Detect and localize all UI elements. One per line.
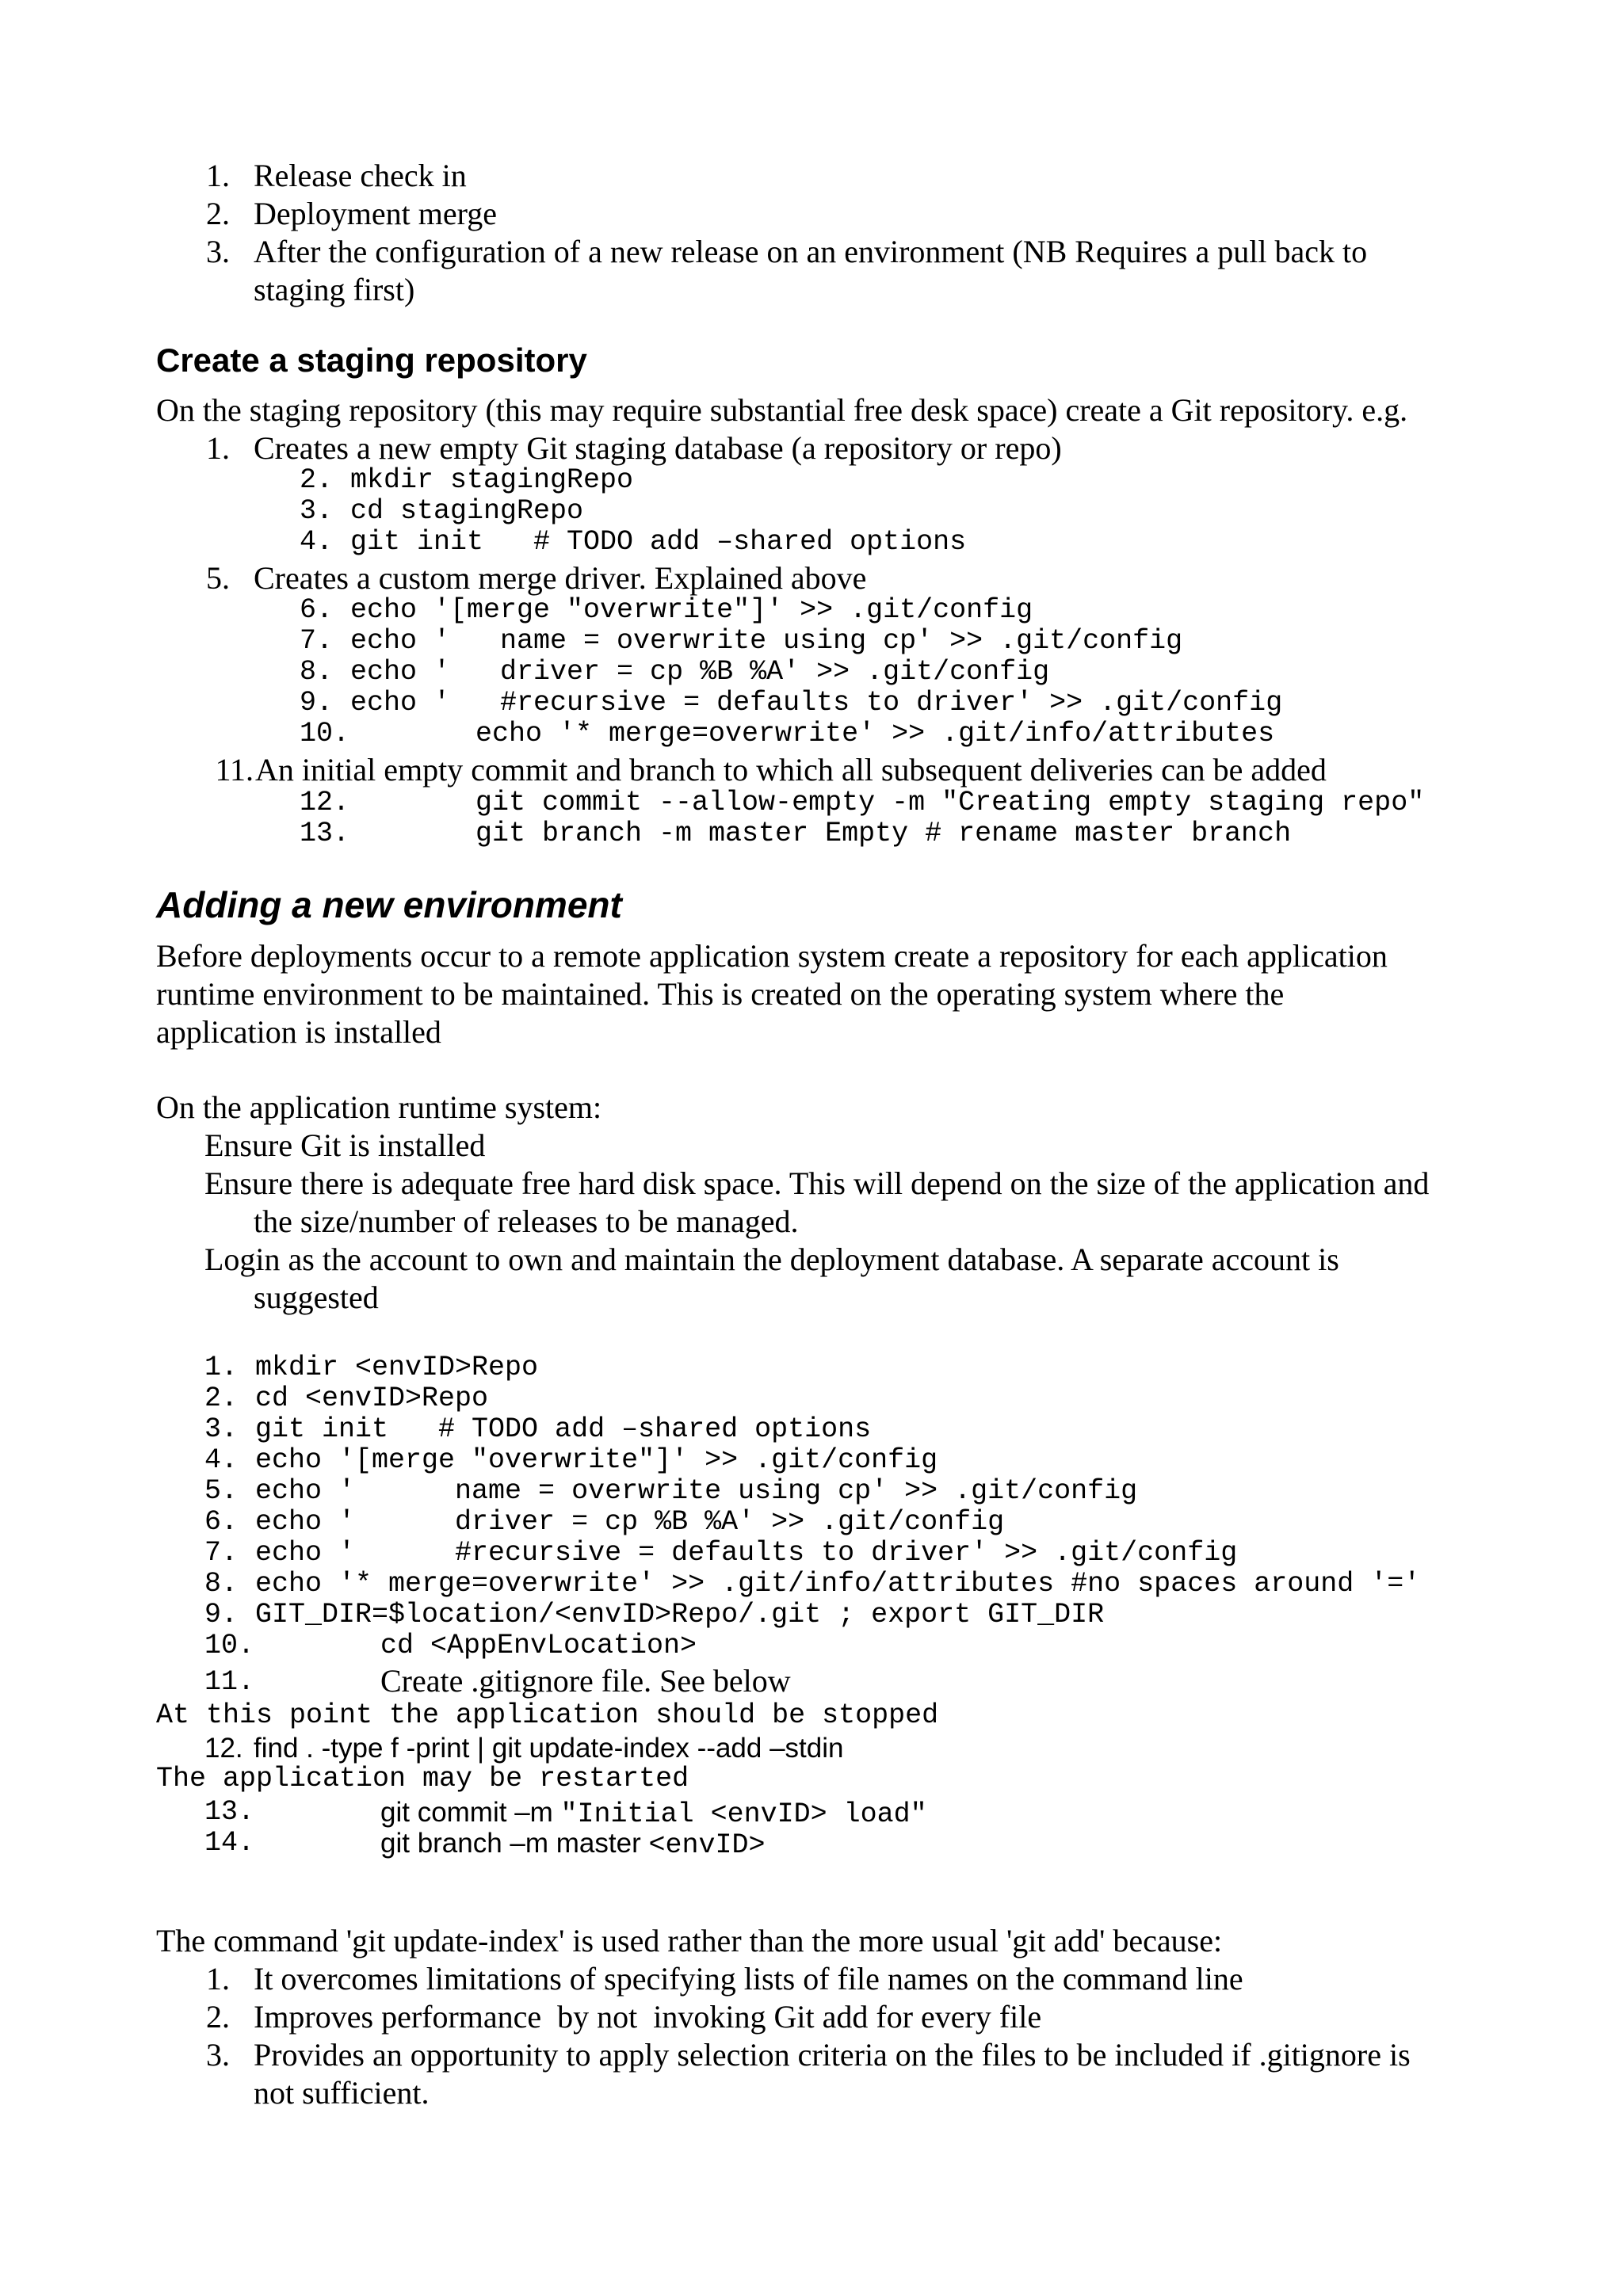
code-line-number: 9. [204, 1599, 238, 1630]
list-item: Ensure Git is installed [204, 1127, 486, 1163]
list-item: Creates a custom merge driver. Explained above [254, 560, 867, 596]
code-line: echo ' #recursive = defaults to driver' >> .git/config [350, 687, 1283, 719]
code-line-number: 7. [204, 1537, 238, 1569]
paragraph: On the application runtime system: [156, 1089, 602, 1125]
code-line: git init # TODO add –shared options [350, 526, 967, 558]
code-line: git branch -m master Empty # rename master branch [475, 818, 1292, 849]
code-line-number: 12. [204, 1733, 243, 1764]
code-line: echo '[merge "overwrite"]' >> .git/config [350, 594, 1033, 626]
paragraph: On the staging repository (this may require substantial free desk space) create a Git repository. e.g. [156, 392, 1408, 428]
code-line-number: 13. [204, 1796, 255, 1828]
list-item: Deployment merge [254, 196, 497, 231]
code-line: mkdir <envID>Repo [255, 1352, 539, 1383]
code-line-number: 4. [299, 526, 333, 558]
code-line-number: 1. [204, 1352, 238, 1383]
code-line-number: 11. [204, 1666, 255, 1698]
code-line: echo ' driver = cp %B %A' >> .git/config [350, 656, 1050, 688]
code-line-number: 4. [204, 1444, 238, 1476]
list-number: 1. [206, 430, 230, 466]
code-line: echo ' name = overwrite using cp' >> .git/config [350, 625, 1183, 657]
code-line-number: 10. [300, 718, 350, 749]
code-text: git commit –m [380, 1797, 561, 1828]
list-item: Provides an opportunity to apply selection criteria on the files to be included if .gitignore is [254, 2037, 1411, 2073]
code-line-number: 6. [299, 594, 333, 626]
code-line [380, 1797, 927, 1830]
code-text: "Initial <envID> load" [560, 1798, 927, 1830]
code-line-number: 9. [299, 687, 333, 719]
code-line: cd <AppEnvLocation> [380, 1630, 697, 1661]
list-item-continuation: not sufficient. [254, 2075, 430, 2111]
code-line-number: 8. [204, 1568, 238, 1600]
code-line: echo ' #recursive = defaults to driver' >> .git/config [255, 1537, 1238, 1569]
code-line: cd stagingRepo [350, 495, 584, 527]
list-number: 5. [206, 560, 230, 596]
list-item: After the configuration of a new release on an environment (NB Requires a pull back to [254, 234, 1368, 269]
list-item: It overcomes limitations of specifying lists of file names on the command line [254, 1961, 1243, 1997]
code-line: echo ' driver = cp %B %A' >> .git/config [255, 1506, 1005, 1538]
list-item: Improves performance by not invoking Git add for every file [254, 1999, 1042, 2035]
code-line: mkdir stagingRepo [350, 464, 634, 496]
code-text: git branch –m master [380, 1828, 649, 1859]
code-line: echo '* merge=overwrite' >> .git/info/attributes [475, 718, 1275, 749]
list-number: 2. [206, 196, 230, 231]
list-item: Login as the account to own and maintain the deployment database. A separate account is [204, 1241, 1339, 1277]
code-line: cd <envID>Repo [255, 1383, 489, 1414]
code-line: git commit --allow-empty -m "Creating empty staging repo" [475, 787, 1425, 818]
code-line [380, 1828, 766, 1861]
code-line-number: 14. [204, 1827, 255, 1859]
code-line: echo ' name = overwrite using cp' >> .git/config [255, 1475, 1138, 1507]
code-line-number: 10. [204, 1630, 255, 1661]
code-line-number: 2. [204, 1383, 238, 1414]
list-item-continuation: suggested [254, 1280, 379, 1315]
section-heading: Create a staging repository [156, 341, 587, 379]
list-number: 3. [206, 234, 230, 269]
code-line-number: 3. [299, 495, 333, 527]
code-line-number: 5. [204, 1475, 238, 1507]
code-line: Create .gitignore file. See below [380, 1663, 791, 1699]
paragraph-line: runtime environment to be maintained. This is created on the operating system where the [156, 976, 1285, 1012]
list-item: Creates a new empty Git staging database (a repository or repo) [254, 430, 1062, 466]
list-item: Ensure there is adequate free hard disk space. This will depend on the size of the application and [204, 1165, 1430, 1201]
code-line-number: 12. [300, 787, 350, 818]
code-line: GIT_DIR=$location/<envID>Repo/.git ; export GIT_DIR [255, 1599, 1105, 1630]
code-text: <envID> [648, 1829, 766, 1861]
note-line: At this point the application should be stopped [156, 1699, 939, 1731]
code-line-number: 7. [299, 625, 333, 657]
paragraph: The command 'git update-index' is used rather than the more usual 'git add' because: [156, 1923, 1223, 1958]
paragraph-line: application is installed [156, 1014, 441, 1050]
code-line: echo '* merge=overwrite' >> .git/info/attributes #no spaces around '=' [255, 1568, 1421, 1600]
code-line: echo '[merge "overwrite"]' >> .git/config [255, 1444, 938, 1476]
list-number: 3. [206, 2037, 230, 2073]
list-item: Release check in [254, 158, 467, 193]
section-heading: Adding a new environment [156, 884, 622, 925]
code-line: git init # TODO add –shared options [255, 1413, 872, 1445]
code-line-number: 8. [299, 656, 333, 688]
list-number: 11. [215, 752, 254, 788]
code-line-number: 6. [204, 1506, 238, 1538]
list-number: 2. [206, 1999, 230, 2035]
list-item-continuation: the size/number of releases to be managed. [254, 1203, 799, 1239]
code-line-number: 3. [204, 1413, 238, 1445]
list-number: 1. [206, 158, 230, 193]
list-item-continuation: staging first) [254, 272, 415, 307]
code-line-number: 13. [300, 818, 350, 849]
list-number: 1. [206, 1961, 230, 1997]
list-item: An initial empty commit and branch to which all subsequent deliveries can be added [255, 752, 1327, 788]
paragraph-line: Before deployments occur to a remote application system create a repository for each application [156, 938, 1388, 974]
code-line: find . -type f -print | git update-index --add –stdin [254, 1733, 844, 1764]
note-line: The application may be restarted [156, 1763, 689, 1794]
code-line-number: 2. [299, 464, 333, 496]
